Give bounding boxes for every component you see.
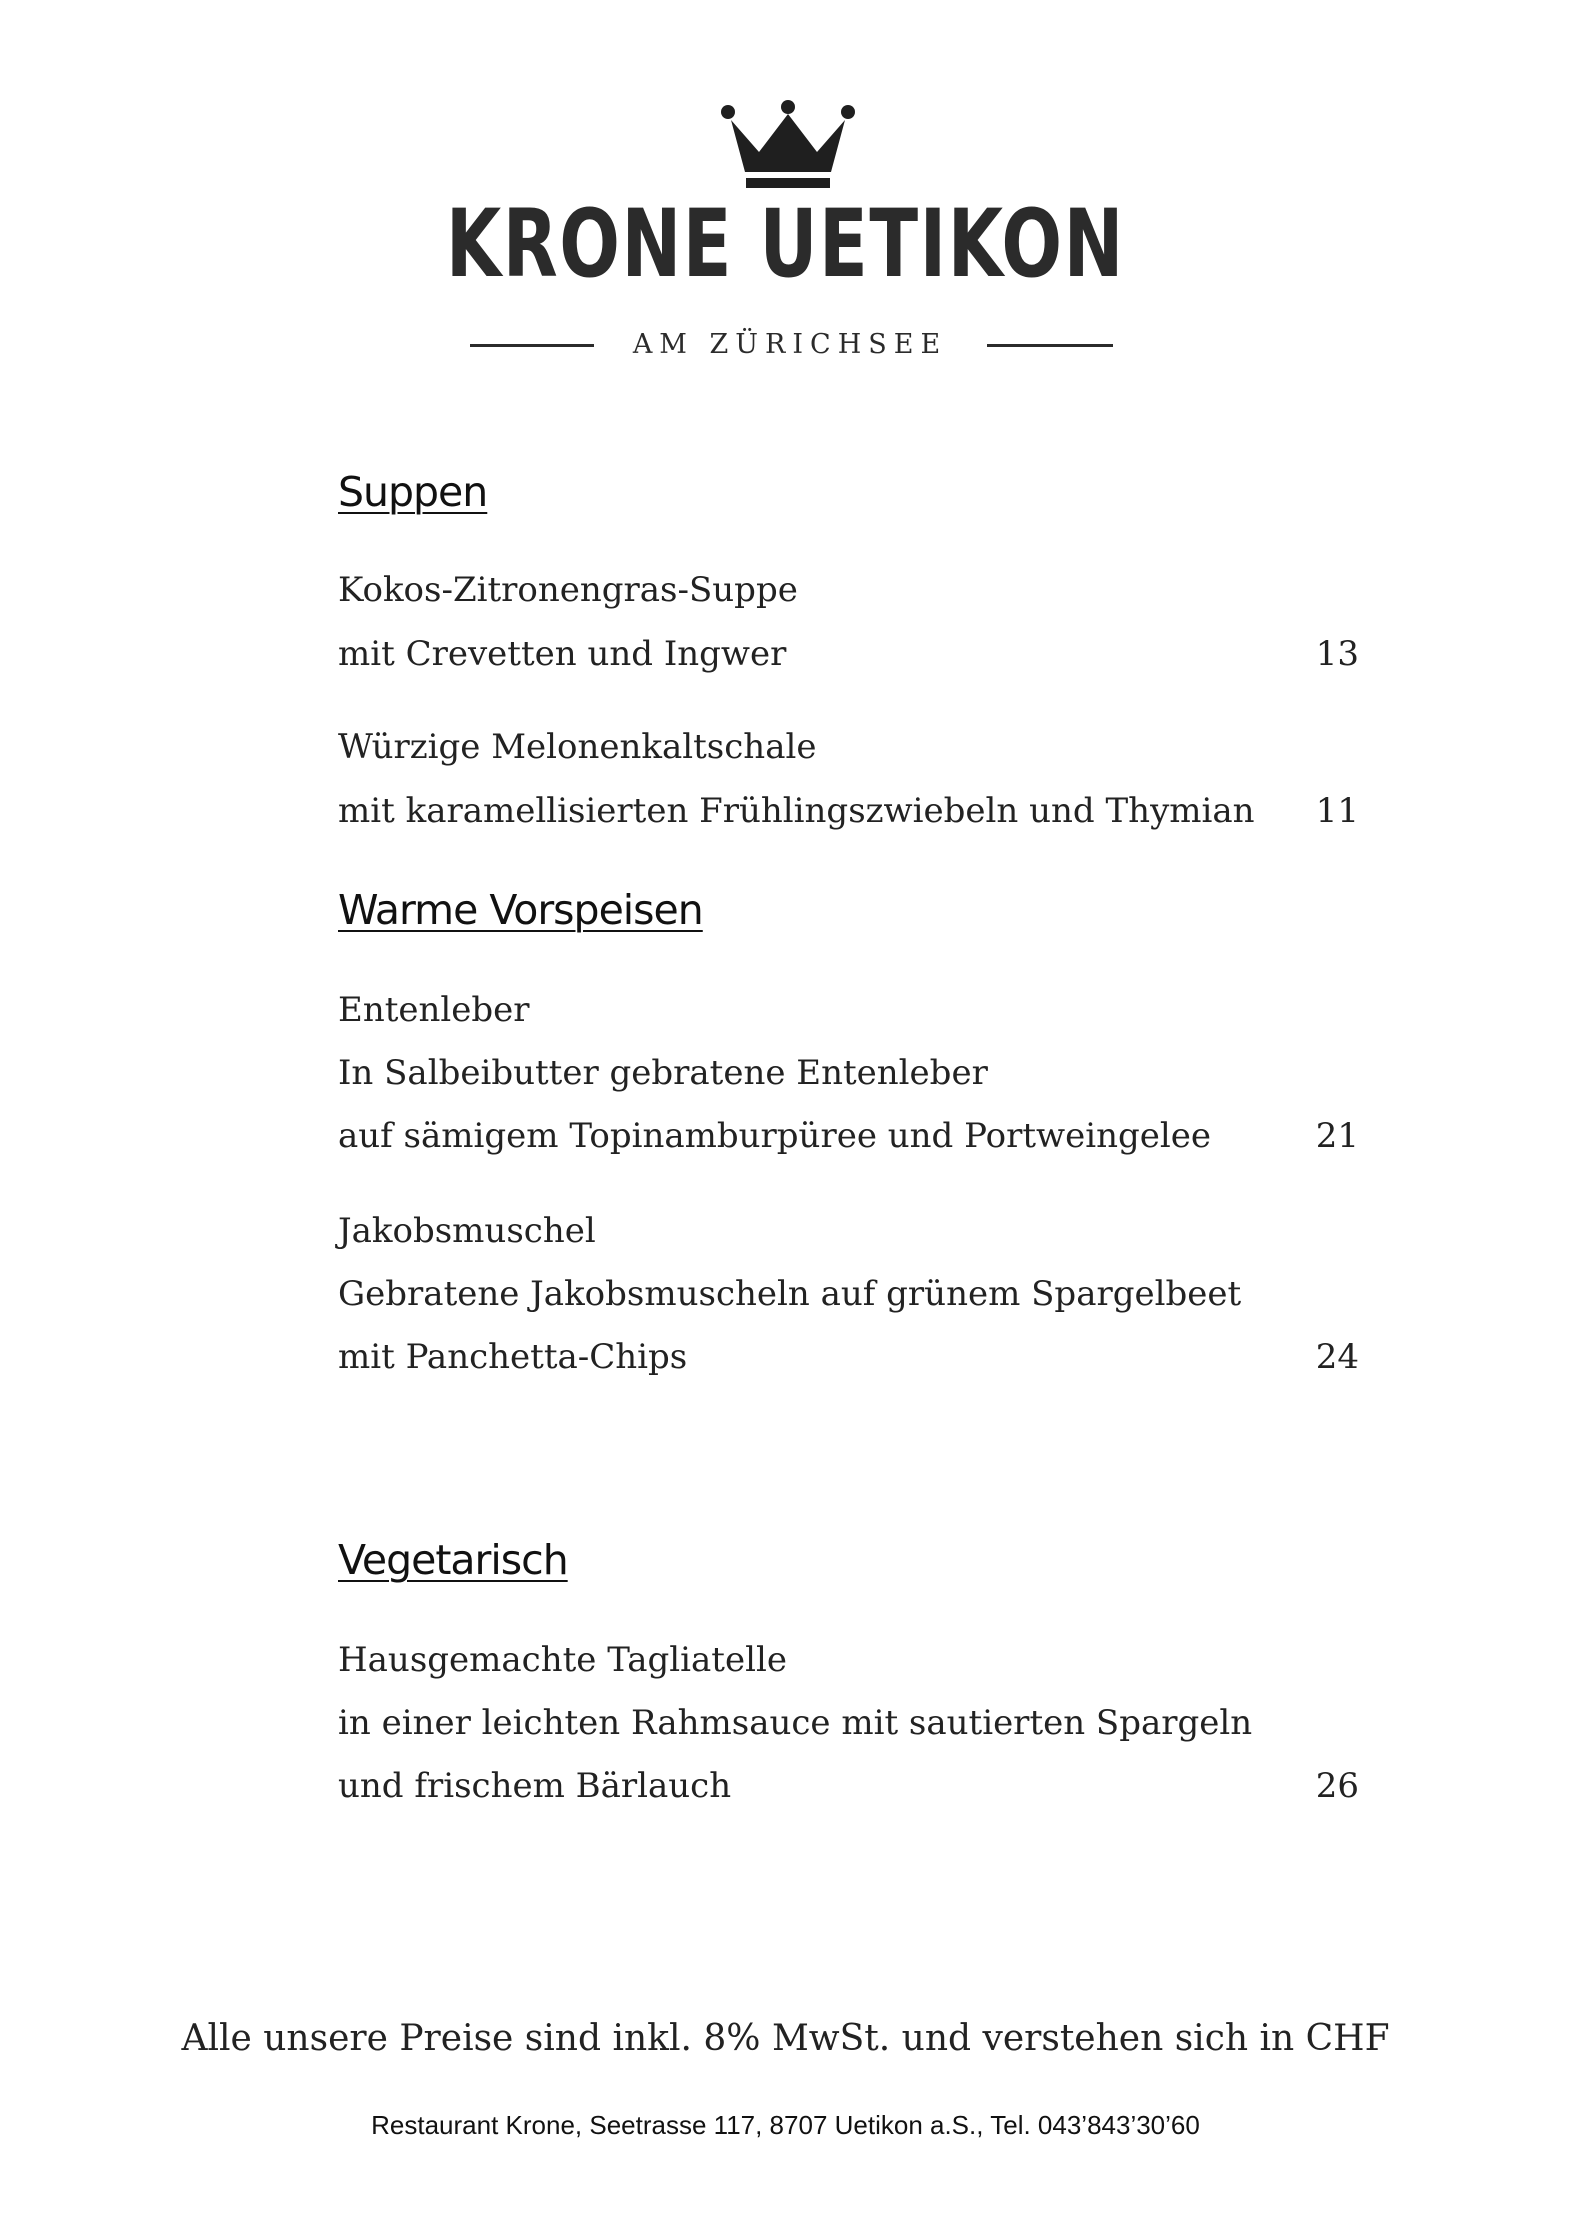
menu-item-description: mit Panchetta-Chips [338, 1337, 688, 1377]
menu-item-name: Würzige Melonenkaltschale [338, 727, 817, 767]
menu-item-description: mit Crevetten und Ingwer [338, 634, 787, 674]
brand-subtitle-row [0, 328, 1571, 362]
menu-item-description: auf sämigem Topinamburpüree und Portweingelee [338, 1116, 1212, 1156]
menu-item-description: mit karamellisierten Frühlingszwiebeln und Thymian [338, 791, 1255, 831]
menu-item-description: und frischem Bärlauch [338, 1766, 732, 1806]
menu-item-price: 13 [1315, 634, 1359, 674]
section-heading-warme-vorspeisen: Warme Vorspeisen [338, 886, 703, 934]
divider-left [470, 344, 594, 347]
divider-right [987, 344, 1113, 347]
menu-item-price: 26 [1315, 1766, 1359, 1806]
menu-item-name: Kokos-Zitronengras-Suppe [338, 570, 798, 610]
section-heading-suppen: Suppen [338, 468, 488, 516]
menu-item-description: In Salbeibutter gebratene Entenleber [338, 1053, 988, 1093]
restaurant-logo [0, 0, 1571, 380]
menu-item-name: Hausgemachte Tagliatelle [338, 1640, 787, 1680]
section-heading-vegetarisch: Vegetarisch [338, 1536, 568, 1584]
menu-item-description: in einer leichten Rahmsauce mit sautierten Spargeln [338, 1703, 1253, 1743]
menu-item-price: 11 [1315, 791, 1359, 831]
brand-name: KRONE UETIKON [445, 190, 1125, 299]
menu-item-description: Gebratene Jakobsmuscheln auf grünem Spargelbeet [338, 1274, 1242, 1314]
brand-subtitle: AM ZÜRICHSEE [632, 329, 948, 360]
menu-item-price: 24 [1315, 1337, 1359, 1377]
menu-item-name: Entenleber [338, 990, 530, 1030]
menu-item-name: Jakobsmuschel [338, 1211, 596, 1251]
menu-item-price: 21 [1315, 1116, 1359, 1156]
crown-icon [719, 100, 857, 190]
restaurant-address: Restaurant Krone, Seetrasse 117, 8707 Uetikon a.S., Tel. 043’843’30’60 [371, 2110, 1200, 2140]
price-note: Alle unsere Preise sind inkl. 8% MwSt. und verstehen sich in CHF [181, 2018, 1390, 2059]
